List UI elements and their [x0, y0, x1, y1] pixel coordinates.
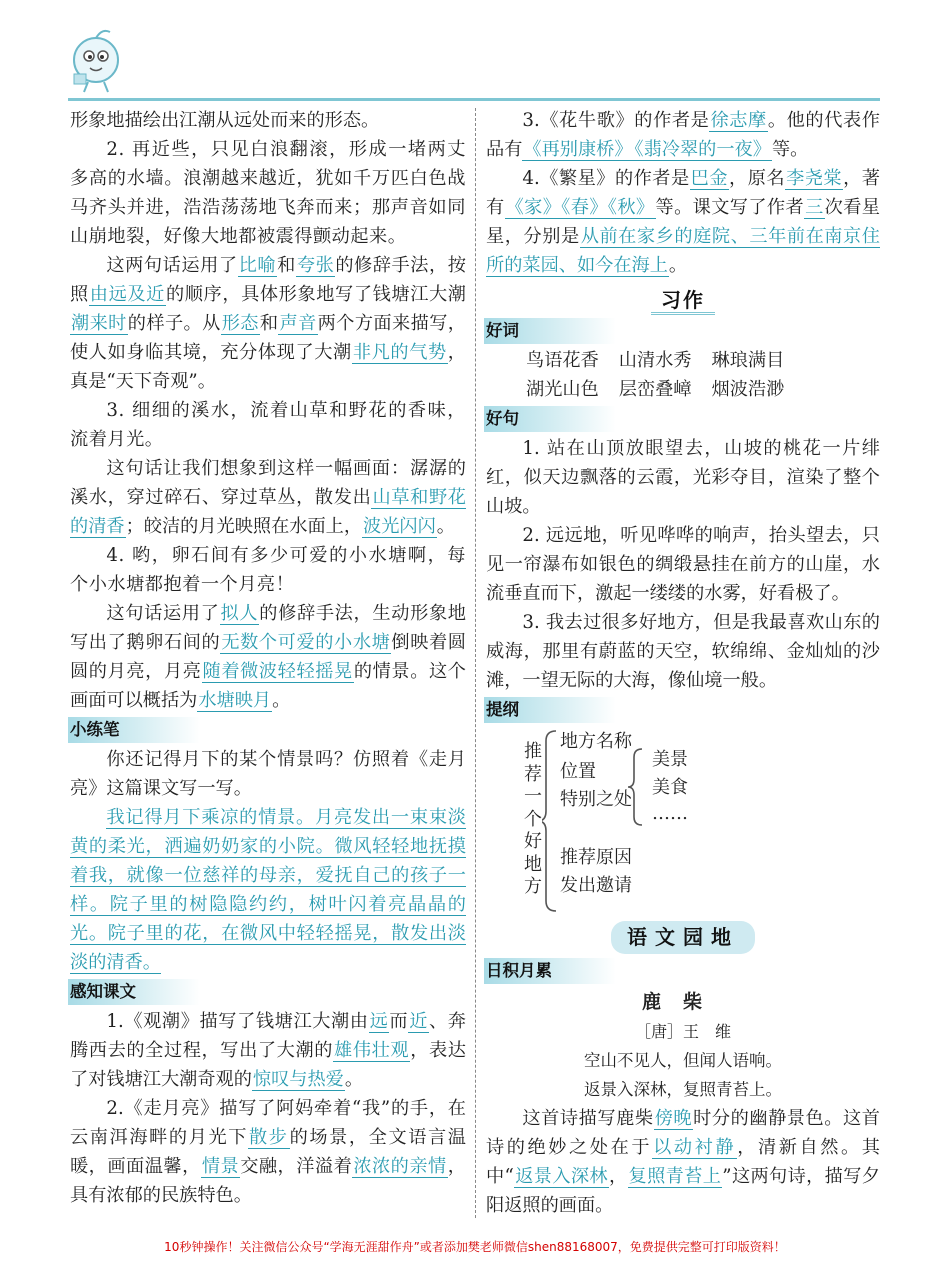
analysis-2: 这两句话运用了比喻和夸张的修辞手法，按照由远及近的顺序，具体形象地写了钱塘江大潮潮来时的样子。从形态和声音两个方面来描写，使人如身临其境，充分体现了大潮非凡的气势，真是“天下奇观”。 — [70, 255, 466, 392]
word: 山清水秀 — [618, 350, 692, 371]
section-tab-daily: 日积月累 — [484, 958, 616, 984]
answer: 《家》《春》《秋》 — [505, 197, 655, 218]
section-tab-sentences: 好句 — [484, 406, 616, 432]
answer: 山草和野花的清香 — [70, 487, 466, 537]
answer: 随着微波轻轻摇晃 — [202, 661, 353, 682]
poem-title: 鹿柴 — [641, 991, 724, 1013]
outline-item: 地方名称 — [560, 731, 632, 752]
word: 湖光山色 — [526, 379, 599, 400]
answer: 夸张 — [296, 255, 335, 276]
section-tab-words: 好词 — [484, 318, 616, 344]
answer: 巴金 — [690, 168, 729, 189]
analysis-3: 这句话让我们想象到这样一幅画面：潺潺的溪水，穿过碎石、穿过草丛，散发出山草和野花的清香；皎洁的月光映照在水面上，波光闪闪。 — [70, 458, 466, 537]
poem-author: ［唐］王 维 — [634, 1022, 731, 1041]
outline-item: 发出邀请 — [560, 875, 632, 896]
answer: 远 — [369, 1011, 389, 1032]
answer: 浓浓的亲情 — [353, 1156, 447, 1177]
outline-sub-item: …… — [652, 803, 688, 824]
answer: 以动衬静 — [653, 1137, 737, 1158]
answer: 《翡冷翠的一夜》 — [634, 139, 771, 160]
good-sentence-1: 1. 站在山顶放眼望去，山坡的桃花一片绯红，似天边飘落的云霞，光彩夺目，渲染了整个山坡。 — [486, 438, 880, 517]
sentence-2: 2. 再近些，只见白浪翻滚，形成一堵两丈多高的水墙。浪潮越来越近，犹如千万匹白色战马齐头并进，浩浩荡荡地飞奔而来；那声音如同山崩地裂，好像大地都被震得颤动起来。 — [70, 139, 466, 247]
sentence-4: 4. 哟，卵石间有多少可爱的小水塘啊，每个小水塘都抱着一个月亮！ — [70, 545, 466, 595]
answer: 傍晚 — [654, 1108, 693, 1129]
answer: 形态 — [221, 313, 259, 334]
left-column — [70, 106, 466, 1210]
poem-line: 返景入深林，复照青苔上。 — [584, 1080, 782, 1099]
intro-line: 形象地描绘出江潮从远处而来的形态。 — [70, 110, 380, 131]
word: 层峦叠嶂 — [618, 379, 692, 400]
answer: 返景入深林 — [514, 1166, 608, 1187]
section-tab-practice: 小练笔 — [68, 717, 200, 743]
section-tab-outline: 提纲 — [484, 697, 616, 723]
perceive-2: 2.《走月亮》描写了阿妈牵着“我”的手，在云南洱海畔的月光下散步的场景，全文语言温暖，画面温馨，情景交融，洋溢着浓浓的亲情，具有浓郁的民族特色。 — [70, 1098, 466, 1206]
practice-answer: 我记得月下乘凉的情景。月亮发出一束束淡黄的柔光，洒遍奶奶家的小院。微风轻轻地抚摸着我，就像一位慈祥的母亲，爱抚自己的孩子一样。院子里的树隐隐约约，树叶闪着亮晶晶的光。院子里的花，在微风中轻轻摇晃，散发出淡淡的清香。 — [70, 807, 466, 973]
answer: 三 — [805, 197, 824, 218]
good-words-row — [486, 346, 880, 375]
answer: 非凡的气势 — [352, 342, 447, 363]
practice-question: 你还记得月下的某个情景吗？仿照着《走月亮》这篇课文写一写。 — [70, 749, 466, 799]
sentence-3: 3. 细细的溪水，流着山草和野花的香味，流着月光。 — [70, 400, 466, 450]
answer: 无数个可爱的小水塘 — [221, 632, 391, 653]
answer: 拟人 — [220, 603, 259, 624]
answer: 《再别康桥》 — [523, 139, 633, 160]
perceive-1: 1.《观潮》描写了钱塘江大潮由远而近、奔腾西去的全过程，写出了大潮的雄伟壮观，表达了对钱塘江大潮奇观的惊叹与热爱。 — [70, 1011, 466, 1090]
good-words-row — [486, 375, 880, 404]
answer: 惊叹与热爱 — [252, 1069, 344, 1090]
outline-diagram — [486, 727, 880, 913]
banner-writing: 习作 — [486, 286, 880, 316]
answer: 散步 — [249, 1127, 289, 1148]
outline-sub-item: 美食 — [652, 777, 688, 798]
perceive-4: 4.《繁星》的作者是巴金，原名李尧棠，著有《家》《春》《秋》等。课文写了作者三次看星星，分别是从前在家乡的庭院、三年前在南京住所的菜园、如今在海上。 — [486, 168, 880, 276]
answer: 徐志摩 — [710, 110, 767, 131]
mascot-icon — [66, 24, 130, 94]
answer: 由远及近 — [89, 284, 165, 305]
answer: 近 — [409, 1011, 428, 1032]
answer: 比喻 — [238, 255, 277, 276]
right-column — [486, 106, 880, 1220]
section-tab-perceive: 感知课文 — [68, 979, 200, 1005]
answer: 波光闪闪 — [363, 516, 436, 537]
outline-item: 推荐原因 — [560, 847, 632, 868]
word: 琳琅满目 — [711, 350, 785, 371]
word: 烟波浩渺 — [711, 379, 785, 400]
answer: 复照青苔上 — [628, 1166, 722, 1187]
banner-garden: 语文园地 — [486, 921, 880, 954]
poem-line: 空山不见人，但闻人语响。 — [584, 1051, 782, 1070]
outline-sub-item: 美景 — [652, 749, 688, 770]
good-sentence-2: 2. 远远地，听见哗哗的响声，抬头望去，只见一帘瀑布如银色的绸缎悬挂在前方的山崖，水流垂直而下，激起一缕缕的水雾，好看极了。 — [486, 525, 880, 604]
answer: 潮来时 — [71, 313, 127, 334]
footer-notice: 10秒钟操作！关注微信公众号“学海无涯甜作舟”或者添加樊老师微信shen88168007，免费提供完整可打印版资料！ — [164, 1240, 786, 1254]
analysis-4: 这句话运用了拟人的修辞手法，生动形象地写出了鹅卵石间的无数个可爱的小水塘倒映着圆圆的月亮，月亮随着微波轻轻摇晃的情景。这个画面可以概括为水塘映月。 — [70, 603, 466, 711]
column-divider — [475, 108, 476, 1218]
perceive-3: 3.《花牛歌》的作者是徐志摩。他的代表作品有《再别康桥》 《翡冷翠的一夜》等。 — [486, 110, 880, 160]
answer: 水塘映月 — [198, 690, 272, 711]
outline-title: 推荐一个好地方 — [524, 741, 542, 897]
answer: 雄伟壮观 — [334, 1040, 410, 1061]
outline-item: 位置 — [560, 761, 596, 782]
good-sentence-3: 3. 我去过很多好地方，但是我最喜欢山东的威海，那里有蔚蓝的天空，软绵绵、金灿灿的沙滩，一望无际的大海，像仙境一般。 — [486, 612, 880, 691]
answer: 情景 — [201, 1156, 240, 1177]
word: 鸟语花香 — [526, 350, 599, 371]
poem-explanation: 这首诗描写鹿柴傍晚时分的幽静景色。这首诗的绝妙之处在于以动衬静，清新自然。其中“返景入深林，复照青苔上”这两句诗，描写夕阳返照的画面。 — [486, 1108, 880, 1216]
answer: 从前在家乡的庭院、三年前在南京住所的菜园、如今在海上 — [486, 226, 880, 276]
outline-item: 特别之处 — [560, 789, 632, 810]
answer: 声音 — [279, 313, 317, 334]
answer: 李尧棠 — [786, 168, 843, 189]
header-rule — [68, 98, 880, 101]
